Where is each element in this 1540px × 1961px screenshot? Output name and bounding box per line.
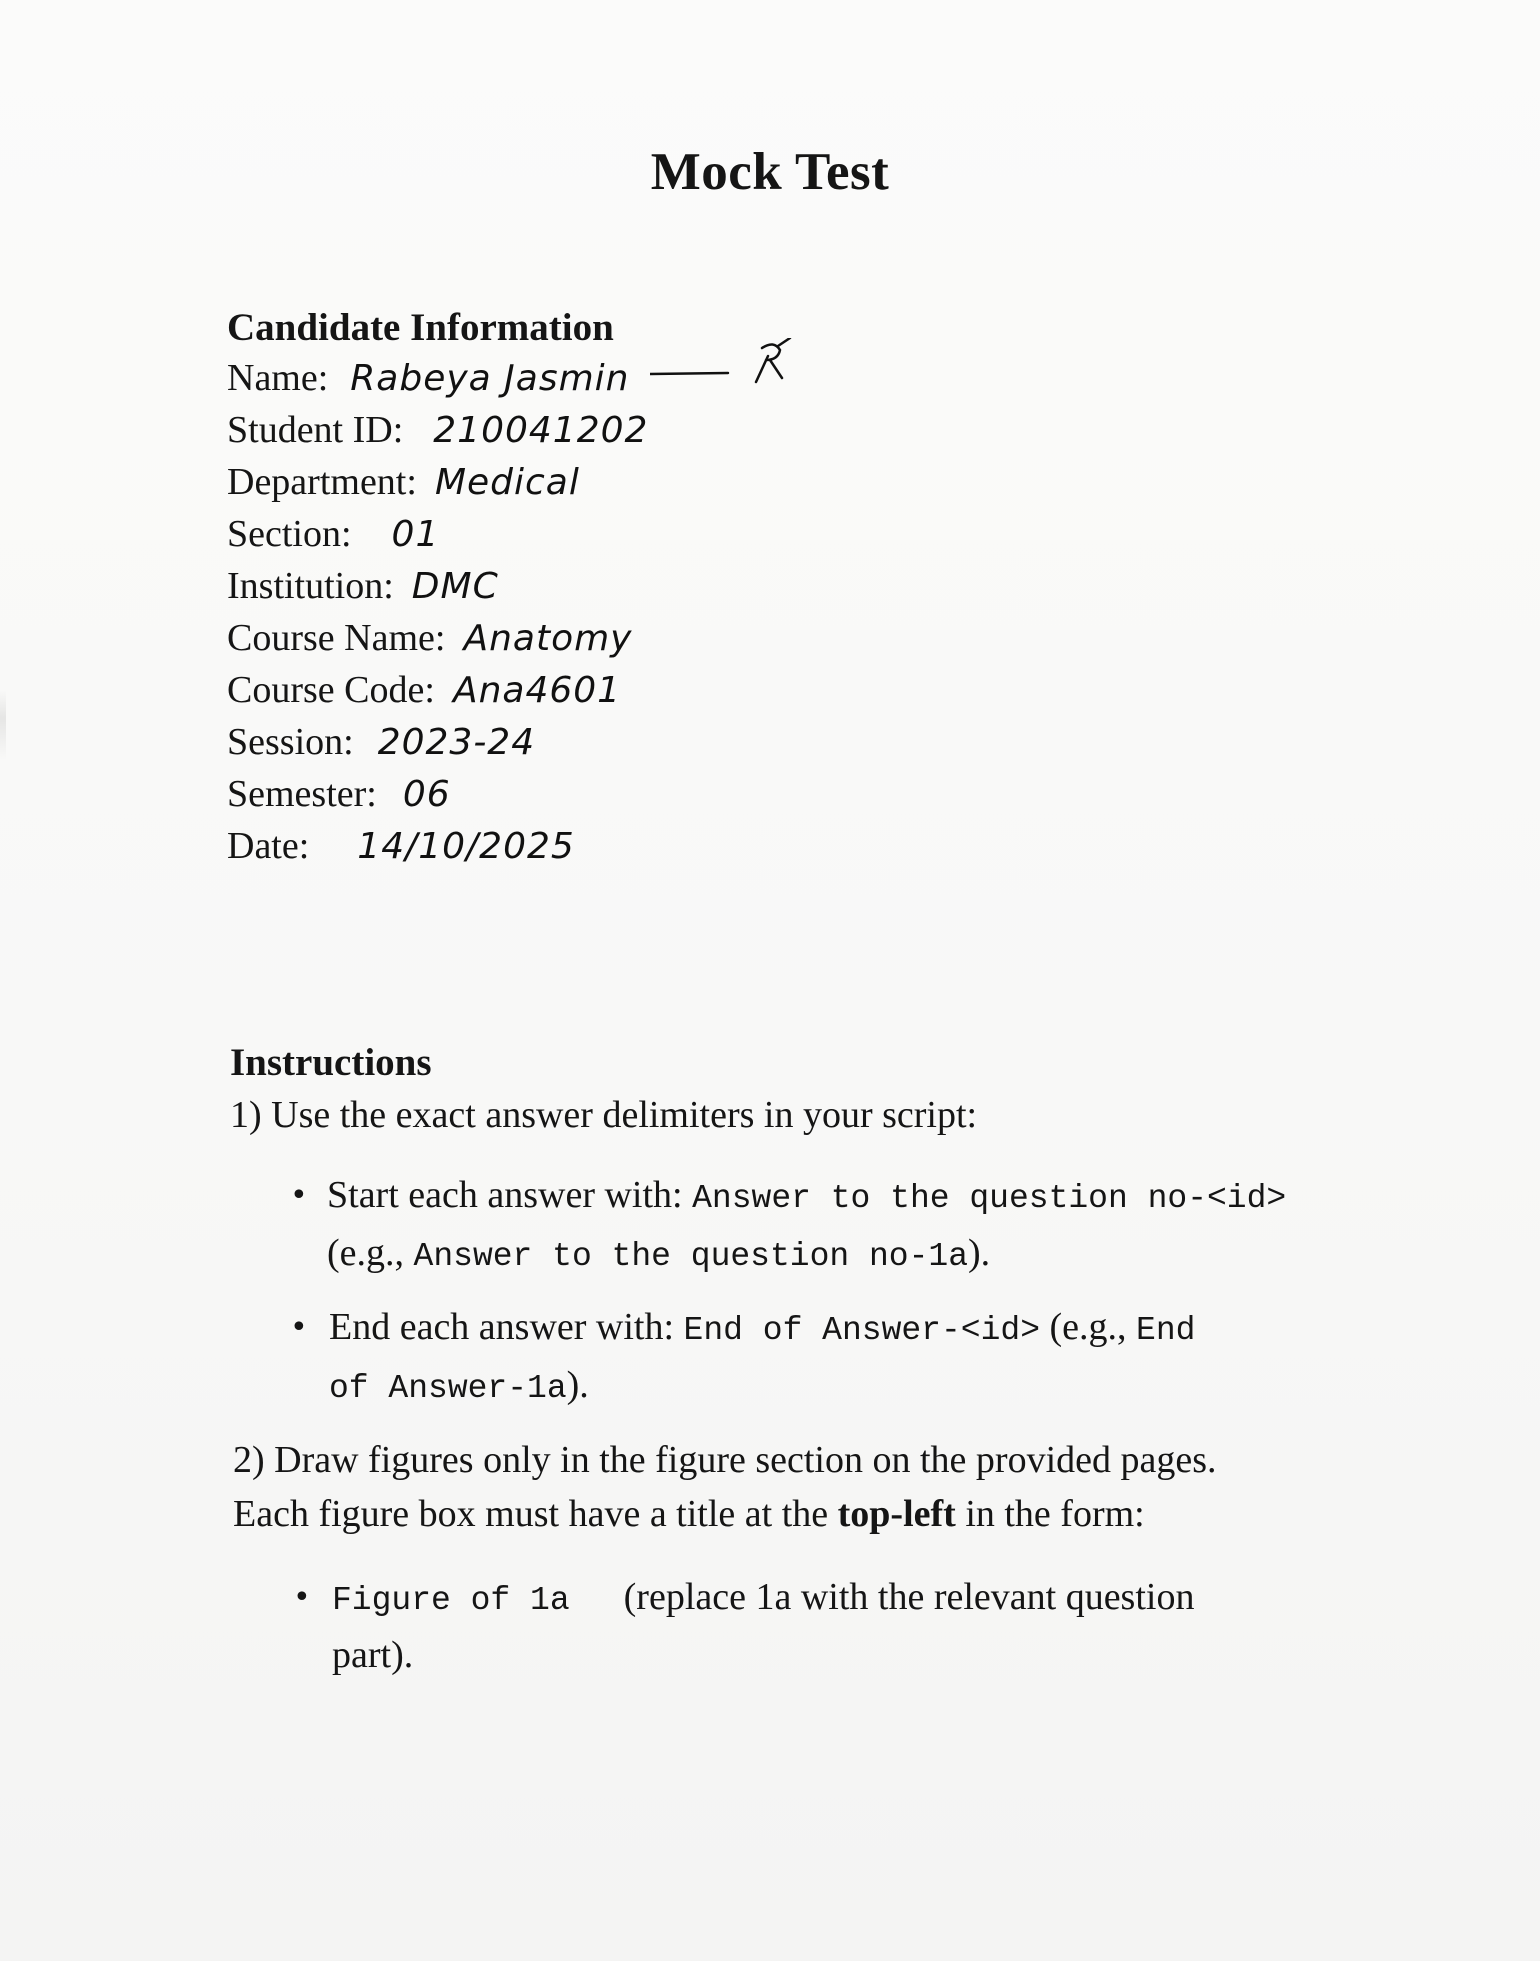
delimiter-code: Answer to the question no-<id> xyxy=(692,1180,1287,1217)
instruction-bullet-end xyxy=(329,1300,1409,1416)
name-underline-stroke xyxy=(650,368,730,378)
handwritten-value: 210041202 xyxy=(433,410,649,451)
field-course-name xyxy=(227,616,632,666)
instruction-bullet-start xyxy=(327,1168,1407,1284)
bullet-dot: • xyxy=(290,1310,308,1345)
figure-title-code: Figure of 1a xyxy=(332,1582,570,1619)
instruction-text: in the form: xyxy=(955,1493,1145,1535)
handwritten-value: 2023-24 xyxy=(377,722,536,763)
field-session xyxy=(227,720,535,770)
handwritten-value: Medical xyxy=(434,462,580,503)
handwritten-value: 14/10/2025 xyxy=(357,826,575,867)
instruction-item-1: 1) Use the exact answer delimiters in your script: xyxy=(230,1094,978,1136)
handwritten-value: Anatomy xyxy=(463,618,633,659)
example-text: (e.g., xyxy=(327,1232,414,1274)
field-label: Institution: xyxy=(227,565,394,607)
example-code: of Answer-1a xyxy=(329,1370,567,1407)
field-label: Name: xyxy=(227,357,329,399)
example-code: End xyxy=(1136,1312,1196,1349)
delimiter-code: End of Answer-<id> xyxy=(683,1312,1041,1349)
signature-mark xyxy=(748,338,794,390)
candidate-info-heading: Candidate Information xyxy=(227,306,614,349)
example-code: Answer to the question no-1a xyxy=(413,1238,969,1275)
bullet-text: Start each answer with: xyxy=(327,1174,693,1216)
bullet-dot: • xyxy=(293,1580,311,1615)
handwritten-value: Ana4601 xyxy=(452,670,622,711)
page-title: Mock Test xyxy=(650,143,890,201)
handwritten-value: 01 xyxy=(391,514,440,555)
field-label: Semester: xyxy=(227,773,377,815)
field-course-code xyxy=(227,668,621,718)
handwritten-value: 06 xyxy=(402,774,451,815)
field-label: Session: xyxy=(227,721,354,763)
example-text: ). xyxy=(566,1364,589,1406)
field-label: Date: xyxy=(227,825,310,867)
field-department xyxy=(227,460,580,510)
scan-edge-shadow xyxy=(0,690,6,760)
handwritten-value: DMC xyxy=(411,566,499,607)
instruction-text: Each figure box must have a title at the xyxy=(233,1493,838,1535)
bold-emphasis: top-left xyxy=(837,1493,956,1535)
field-student-id xyxy=(227,408,648,458)
bullet-text: (replace 1a with the relevant question xyxy=(623,1576,1195,1618)
handwritten-value: Rabeya Jasmin xyxy=(350,358,630,399)
instruction-item-2 xyxy=(233,1433,1433,1541)
field-date xyxy=(227,824,575,874)
field-label: Department: xyxy=(227,461,417,503)
field-semester xyxy=(227,772,451,822)
bullet-dot: • xyxy=(290,1178,308,1213)
field-name xyxy=(227,356,630,406)
instruction-text: 2) Draw figures only in the figure section on the provided pages. xyxy=(233,1439,1217,1481)
field-label: Student ID: xyxy=(227,409,404,451)
bullet-text: End each answer with: xyxy=(329,1306,684,1348)
instruction-bullet-figure xyxy=(332,1570,1412,1682)
example-text: ). xyxy=(968,1232,991,1274)
example-text: (e.g., xyxy=(1040,1306,1137,1348)
field-institution xyxy=(227,564,499,614)
field-label: Course Code: xyxy=(227,669,435,711)
field-label: Course Name: xyxy=(227,617,446,659)
instructions-heading: Instructions xyxy=(230,1041,432,1084)
field-label: Section: xyxy=(227,513,352,555)
bullet-text: part). xyxy=(332,1634,414,1676)
field-section xyxy=(227,512,439,562)
